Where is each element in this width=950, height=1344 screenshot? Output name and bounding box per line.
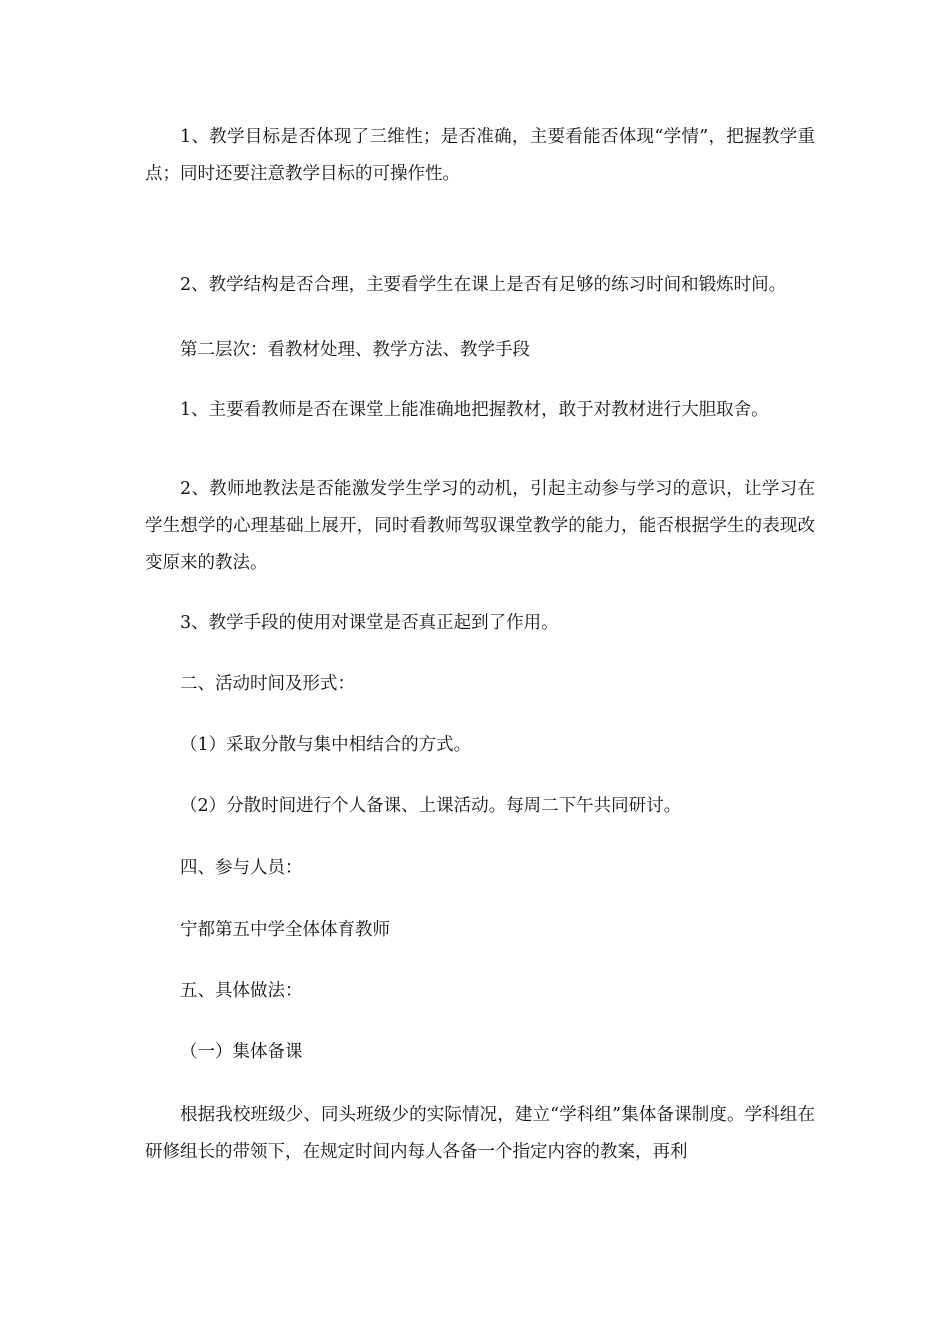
paragraph-collective-prep-body: 根据我校班级少、同头班级少的实际情况，建立“学科组”集体备课制度。学科组在研修组长的带领下，在规定时间内每人各备一个指定内容的教案，再利 <box>145 1105 815 1162</box>
paragraph-teaching-means: 3、教学手段的使用对课堂是否真正起到了作用。 <box>180 613 559 633</box>
paragraph-second-level-heading: 第二层次：看教材处理、教学方法、教学手段 <box>180 340 530 360</box>
paragraph-activity-item-1: （1）采取分散与集中相结合的方式。 <box>180 735 472 755</box>
paragraph-textbook-handling: 1、主要看教师是否在课堂上能准确地把握教材，敢于对教材进行大胆取舍。 <box>180 400 769 420</box>
paragraph-activity-item-2: （2）分散时间进行个人备课、上课活动。每周二下午共同研讨。 <box>180 796 682 816</box>
paragraph-teaching-methods: 2、教师地教法是否能激发学生学习的动机，引起主动参与学习的意识，让学习在学生想学的心理基础上展开，同时看教师驾驭课堂教学的能力，能否根据学生的表现改变原来的教法。 <box>145 479 815 573</box>
paragraph-methods-heading: 五、具体做法： <box>180 981 303 1001</box>
paragraph-participants: 宁都第五中学全体体育教师 <box>180 920 390 940</box>
paragraph-teaching-goals: 1、教学目标是否体现了三维性；是否准确，主要看能否体现“学情”，把握教学重点；同时还要注意教学目标的可操作性。 <box>145 127 815 184</box>
paragraph-participants-heading: 四、参与人员： <box>180 858 303 878</box>
paragraph-teaching-structure: 2、教学结构是否合理，主要看学生在课上是否有足够的练习时间和锻炼时间。 <box>180 275 787 295</box>
paragraph-activity-time-heading: 二、活动时间及形式： <box>180 674 355 694</box>
paragraph-collective-prep-heading: （一）集体备课 <box>180 1042 303 1062</box>
